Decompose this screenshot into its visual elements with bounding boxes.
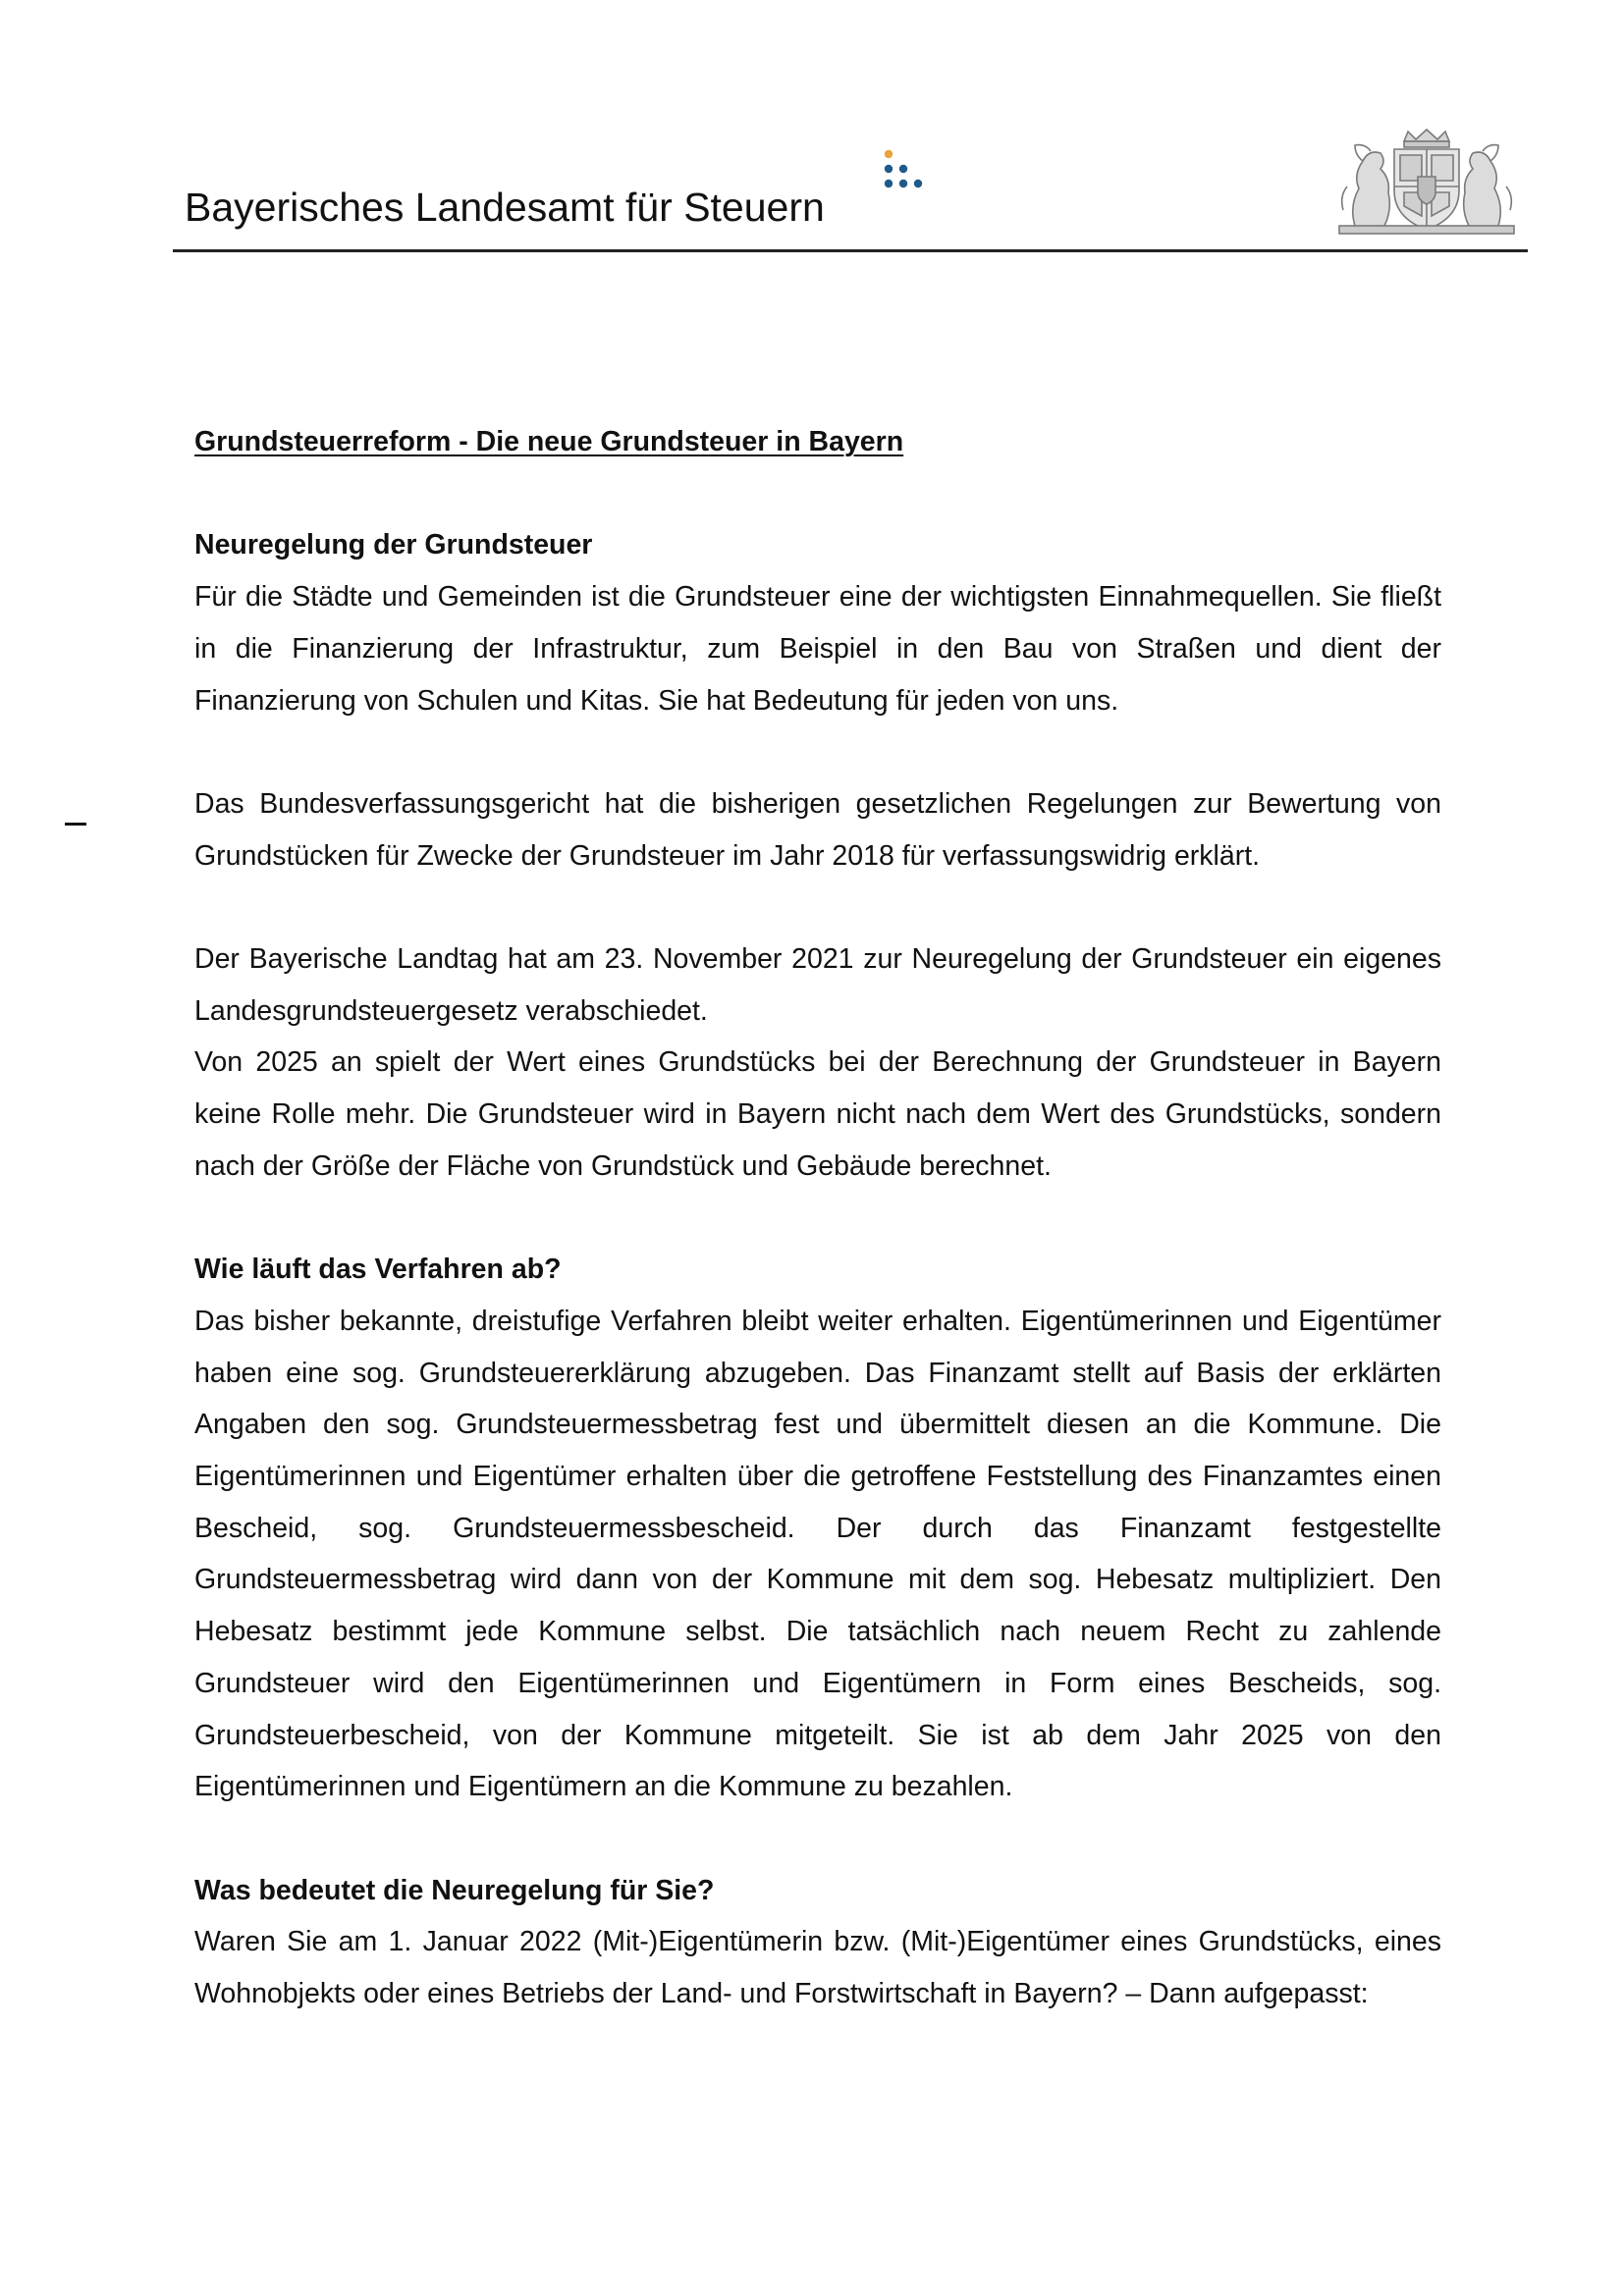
fold-mark [65, 823, 86, 826]
paragraph: Von 2025 an spielt der Wert eines Grundstücks bei der Berechnung der Grundsteuer in Bayern keine Rolle mehr. Die Grundsteuer wird in Bayern nicht nach dem Wert des Grundstücks, sondern nach der Größe der Fläche von Grundstück und Gebäude berechnet. [194, 1046, 1441, 1182]
spacer [194, 881, 1441, 934]
spacer [194, 468, 1441, 520]
spacer [194, 726, 1441, 778]
paragraph: Das Bundesverfassungsgericht hat die bisherigen gesetzlichen Regelungen zur Bewertung von Grundstücken für Zwecke der Grundsteuer im Jahr 2018 für verfassungswidrig erklärt. [194, 787, 1441, 872]
spacer [194, 1193, 1441, 1245]
letterhead [173, 128, 1528, 251]
authority-logo-dots [882, 147, 931, 196]
document-title: Grundsteuerreform - Die neue Grundsteuer in Bayern [194, 426, 904, 457]
logo-dot [914, 180, 922, 187]
section-heading: Was bedeutet die Neuregelung für Sie? [194, 1874, 715, 1906]
logo-dot [885, 150, 893, 158]
section-heading: Neuregelung der Grundsteuer [194, 529, 593, 561]
logo-dot [899, 180, 907, 187]
logo-dot [885, 165, 893, 173]
paragraph: Das bisher bekannte, dreistufige Verfahren bleibt weiter erhalten. Eigentümerinnen und Eigentümer haben eine sog. Grundsteuererklärung abzugeben. Das Finanzamt stellt auf Basis der erklärten Angaben den sog. Grundsteuermessbetrag fest und übermittelt diesen an die Kommune. Die Eigentümerinnen und Eigentümer erhalten über die getroffene Feststellung des Finanzamtes einen Bescheid, sog. Grundsteuermessbescheid. Der durch das Finanzamt festgestellte Grundsteuermessbetrag wird dann von der Kommune mit dem sog. Hebesatz multipliziert. Den Hebesatz bestimmt jede Kommune selbst. Die tatsächlich nach neuem Recht zu zahlende Grundsteuer wird den Eigentümerinnen und Eigentümern in Form eines Bescheids, sog. Grundsteuerbescheid, von der Kommune mitgeteilt. Sie ist ab dem Jahr 2025 von den Eigentümerinnen und Eigentümern an die Kommune zu bezahlen. [194, 1305, 1441, 1803]
paragraph: Waren Sie am 1. Januar 2022 (Mit-)Eigentümerin bzw. (Mit-)Eigentümer eines Grundstücks, eines Wohnobjekts oder eines Betriebs der Land- und Forstwirtschaft in Bayern? – Dann aufgepasst: [194, 1926, 1441, 2010]
paragraph: Der Bayerische Landtag hat am 23. November 2021 zur Neuregelung der Grundsteuer ein eigenes Landesgrundsteuergesetz verabschiedet. [194, 942, 1441, 1027]
spacer [194, 1813, 1441, 1865]
logo-dot [899, 165, 907, 173]
section-heading: Wie läuft das Verfahren ab? [194, 1254, 562, 1286]
organization-name: Bayerisches Landesamt für Steuern [185, 185, 825, 230]
bavarian-coat-of-arms-emblem [1326, 128, 1528, 238]
document-body [194, 416, 1441, 2020]
paragraph: Für die Städte und Gemeinden ist die Grundsteuer eine der wichtigsten Einnahmequellen. Sie fließt in die Finanzierung der Infrastruktur, zum Beispiel in den Bau von Straßen und dient der Finanzierung von Schulen und Kitas. Sie hat Bedeutung für jeden von uns. [194, 581, 1441, 717]
header-divider [173, 249, 1528, 252]
logo-dot [885, 180, 893, 187]
